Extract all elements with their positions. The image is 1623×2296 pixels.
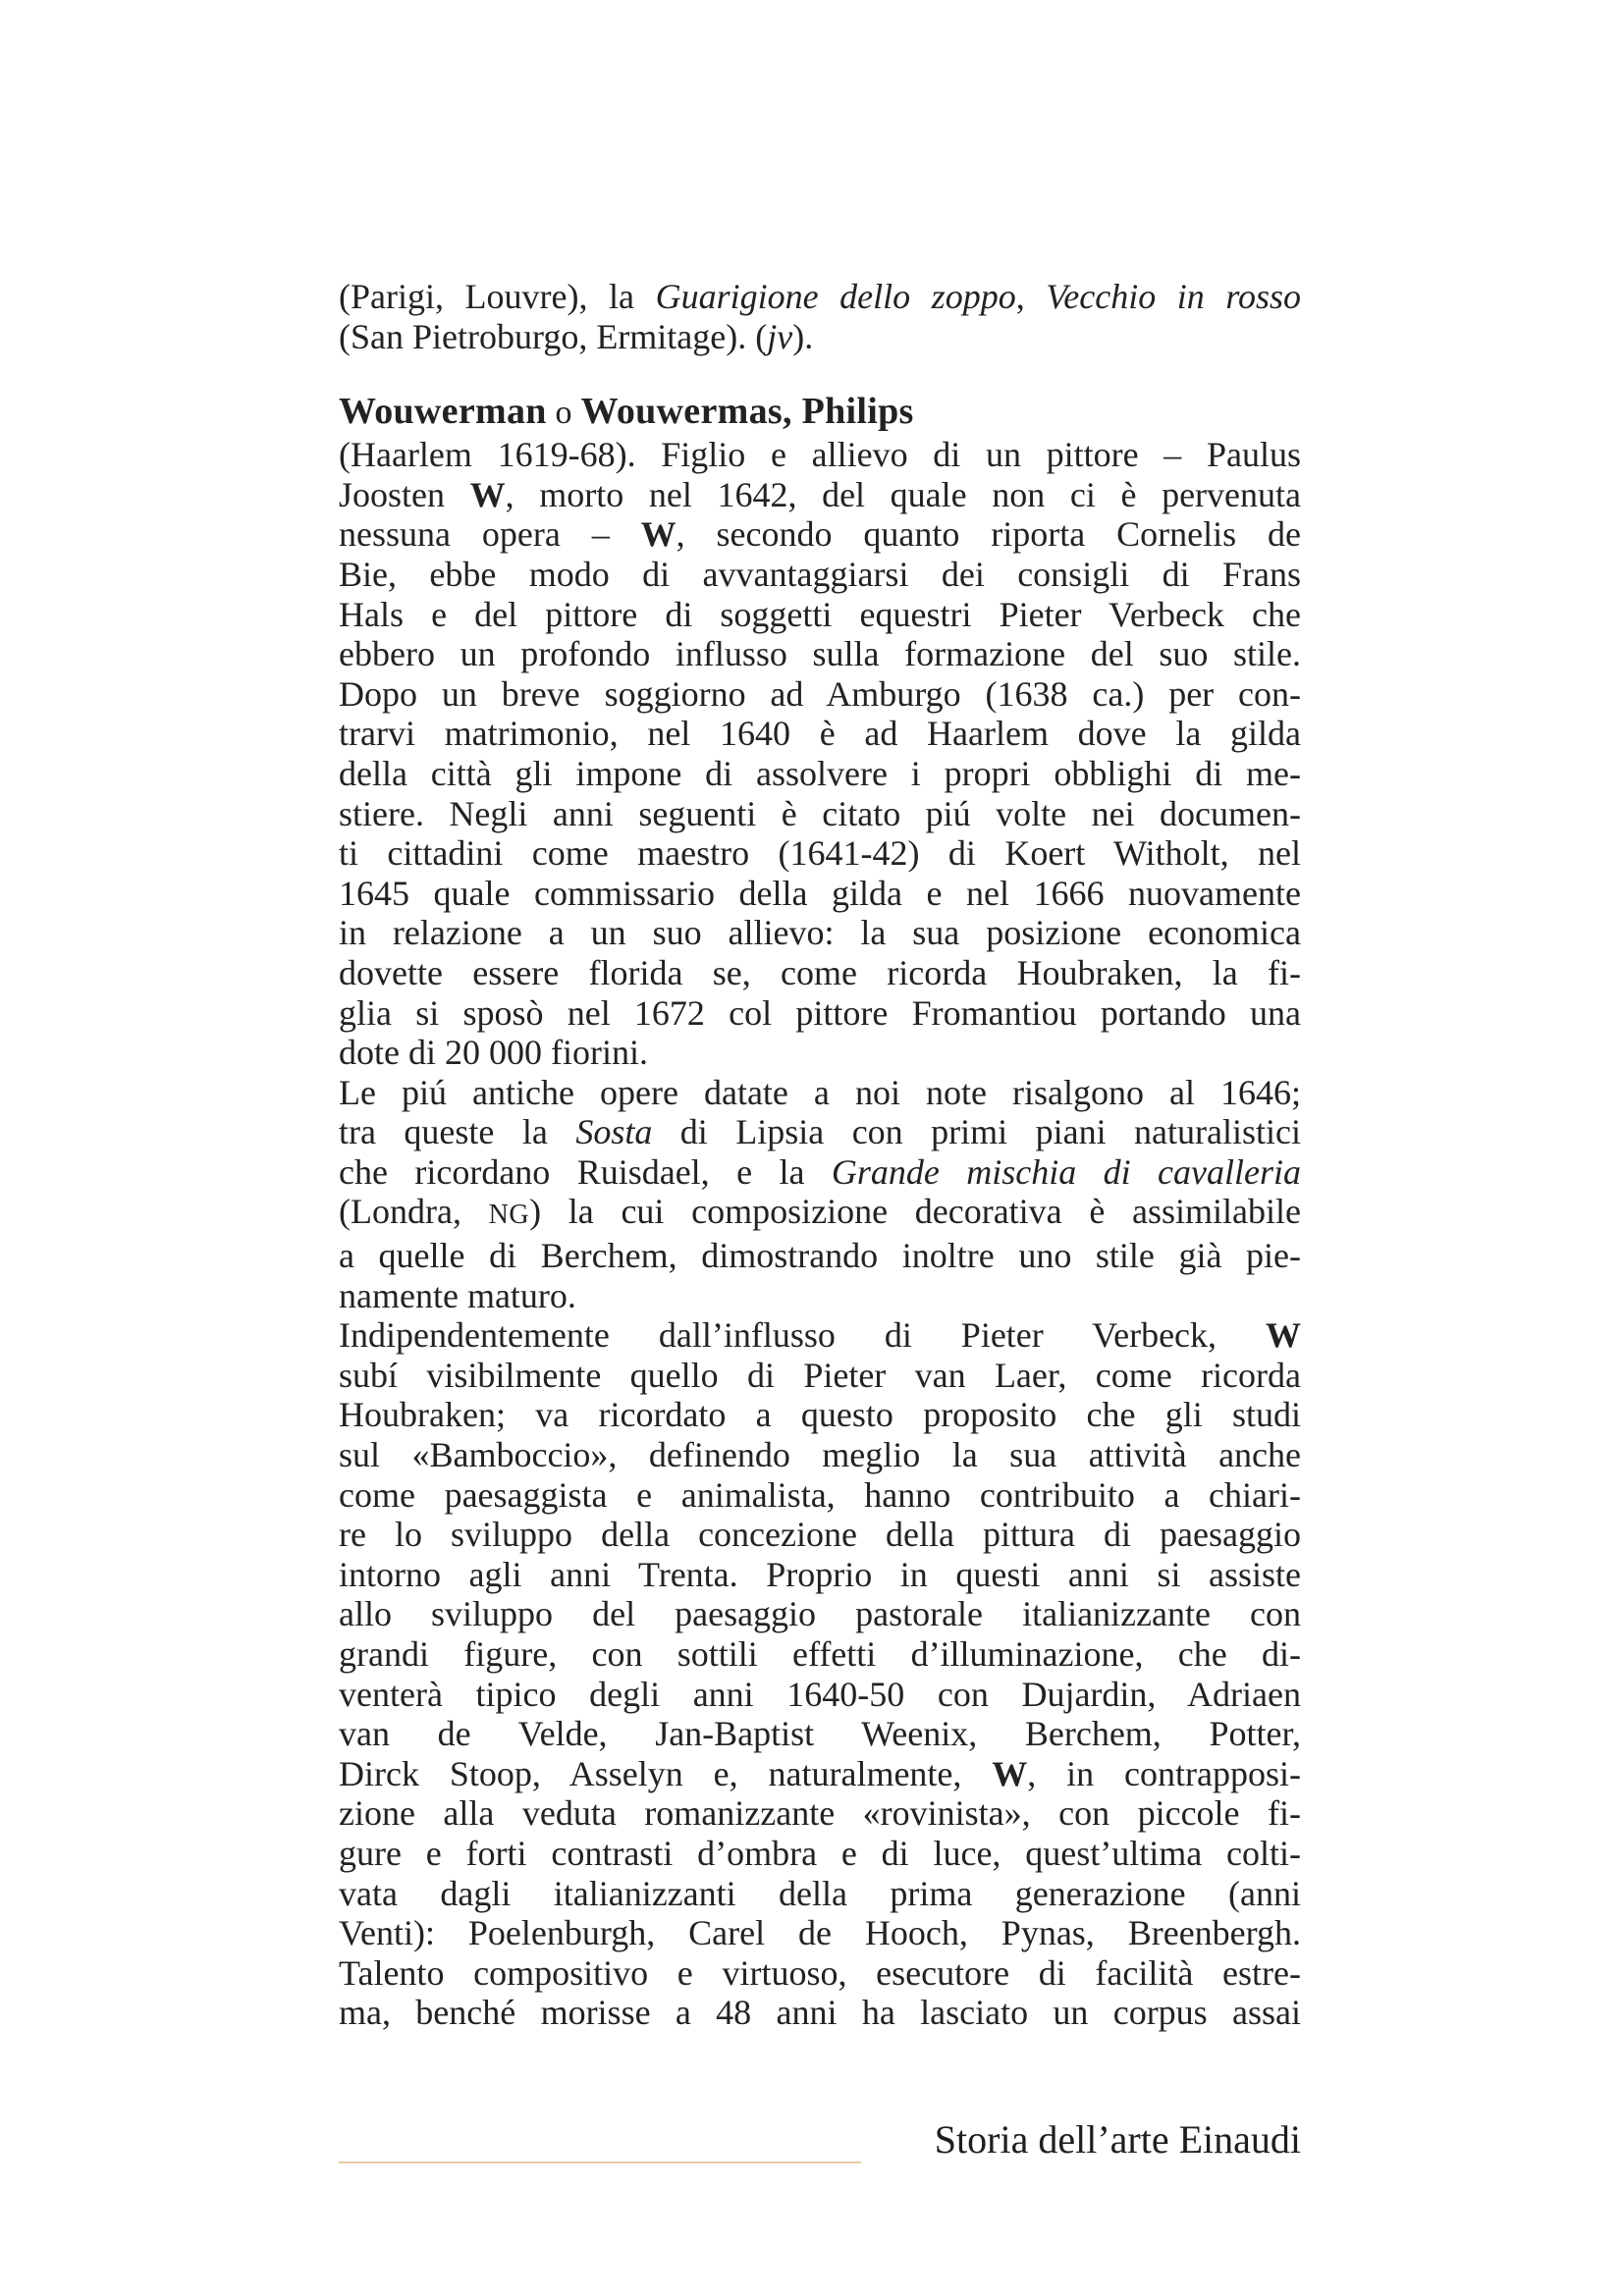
text-line: trarvi matrimonio, nel 1640 è ad Haarlem dove la gilda (339, 714, 1301, 754)
text-line: Dopo un breve soggiorno ad Amburgo (1638 ca.) per con- (339, 673, 1301, 714)
text-run: nessuna opera – (339, 514, 641, 555)
artwork-title: Guarigione dello zoppo (655, 277, 1016, 316)
entry-conjunction: o (546, 395, 581, 432)
entry-name: Wouwerman (339, 391, 547, 433)
intro-paragraph (339, 277, 1301, 356)
text-line (339, 1315, 1301, 1356)
text-run: , morto nel 1642, del quale non ci è pervenuta (505, 474, 1302, 514)
text-line: 1645 quale commissario della gilda e nel 1666 nuovamente (339, 873, 1301, 913)
text-line (339, 1754, 1301, 1794)
entry-name-variant: Wouwermas, Philips (580, 391, 914, 433)
text-line: della città gli impone di assolvere i propri obblighi di me- (339, 753, 1301, 793)
page-body (339, 277, 1301, 2033)
artwork-title: Vecchio in rosso (1046, 277, 1302, 316)
text-line: dovette essere florida se, come ricorda Houbraken, la fi- (339, 952, 1301, 992)
text-line: sul «Bamboccio», definendo meglio la sua attività anche (339, 1435, 1301, 1475)
text-line: re lo sviluppo della concezione della pittura di paesaggio (339, 1515, 1301, 1555)
artist-abbrev: W (992, 1753, 1028, 1793)
text-line (339, 1152, 1301, 1193)
author-initials: jv (767, 316, 793, 356)
text-line: in relazione a un suo allievo: la sua posizione economica (339, 913, 1301, 953)
paragraph-biography (339, 435, 1301, 1073)
text-line: vata dagli italianizzanti della prima generazione (anni (339, 1873, 1301, 1913)
text-line: ti cittadini come maestro (1641-42) di Koert Witholt, nel (339, 833, 1301, 874)
text-line (339, 475, 1301, 515)
text-line (339, 514, 1301, 555)
artist-abbrev: W (640, 514, 676, 555)
text-run: Dirck Stoop, Asselyn e, naturalmente, (339, 1753, 993, 1793)
text-line: subí visibilmente quello di Pieter van Laer, come ricorda (339, 1355, 1301, 1395)
text-line: Houbraken; va ricordato a questo proposito che gli studi (339, 1395, 1301, 1435)
entry-heading (339, 390, 1301, 435)
artwork-title: Grande mischia di cavalleria (831, 1151, 1301, 1192)
text-line: gure e forti contrasti d’ombra e di luce, quest’ultima colti- (339, 1833, 1301, 1873)
text-run: tra queste la (339, 1112, 576, 1152)
footer-rule (339, 2162, 861, 2163)
text-line: allo sviluppo del paesaggio pastorale italianizzante con (339, 1594, 1301, 1634)
text-line: venterà tipico degli anni 1640-50 con Dujardin, Adriaen (339, 1674, 1301, 1714)
artwork-title: Sosta (575, 1112, 653, 1152)
text-line: dote di 20 000 fiorini. (339, 1033, 648, 1073)
text-line: intorno agli anni Trenta. Proprio in questi anni si assiste (339, 1554, 1301, 1594)
text-line: ma, benché morisse a 48 anni ha lasciato un corpus assai (339, 1993, 1301, 2033)
text-run: , in contrapposi- (1027, 1753, 1302, 1793)
text-run: , (1015, 277, 1047, 316)
text-line: (Haarlem 1619-68). Figlio e allievo di un pittore – Paulus (339, 435, 1301, 475)
page-footer (339, 2115, 1301, 2164)
paragraph-influences (339, 1315, 1301, 2033)
text-line: stiere. Negli anni seguenti è citato piú volte nei documen- (339, 793, 1301, 833)
text-run: (San Pietroburgo, Ermitage). ( (339, 316, 768, 356)
text-line: come paesaggista e animalista, hanno contribuito a chiari- (339, 1474, 1301, 1515)
text-line: van de Velde, Jan-Baptist Weenix, Berchem, Potter, (339, 1714, 1301, 1754)
text-line: zione alla veduta romanizzante «rovinista», con piccole fi- (339, 1793, 1301, 1834)
text-run: (Parigi, Louvre), la (339, 277, 656, 316)
artist-abbrev: W (1266, 1315, 1301, 1356)
text-run: (Londra, (339, 1192, 489, 1232)
text-run: Indipendentemente dall’influsso di Pieter Verbeck, (339, 1315, 1266, 1356)
museum-abbrev: NG (488, 1200, 530, 1231)
text-line: ebbero un profondo influsso sulla formazione del suo stile. (339, 634, 1301, 674)
text-line: Hals e del pittore di soggetti equestri Pieter Verbeck che (339, 594, 1301, 634)
text-line (339, 1112, 1301, 1152)
text-line: a quelle di Berchem, dimostrando inoltre uno stile già pie- (339, 1236, 1301, 1276)
artist-abbrev: W (469, 474, 506, 514)
text-line (339, 1192, 1301, 1236)
text-run: ) la cui composizione decorativa è assimilabile (529, 1192, 1301, 1232)
intro-line (339, 317, 1301, 357)
text-line: namente maturo. (339, 1275, 576, 1315)
paragraph-early-works (339, 1073, 1301, 1316)
text-run: di Lipsia con primi piani naturalistici (652, 1112, 1301, 1152)
text-run: , secondo quanto riporta Cornelis de (676, 514, 1301, 555)
text-run: ). (792, 316, 814, 356)
text-line: Bie, ebbe modo di avvantaggiarsi dei consigli di Frans (339, 554, 1301, 594)
text-run: che ricordano Ruisdael, e la (339, 1151, 832, 1192)
text-line: Le piú antiche opere datate a noi note risalgono al 1646; (339, 1072, 1301, 1112)
text-run: Joosten (339, 474, 470, 514)
text-line: Venti): Poelenburgh, Carel de Hooch, Pynas, Breenbergh. (339, 1913, 1301, 1953)
intro-line (339, 277, 1301, 317)
text-line: grandi figure, con sottili effetti d’illuminazione, che di- (339, 1634, 1301, 1674)
text-line: Talento compositivo e virtuoso, esecutore di facilità estre- (339, 1952, 1301, 1993)
footer-title: Storia dell’arte Einaudi (934, 2117, 1301, 2162)
text-line: glia si sposò nel 1672 col pittore Fromantiou portando una (339, 992, 1301, 1033)
